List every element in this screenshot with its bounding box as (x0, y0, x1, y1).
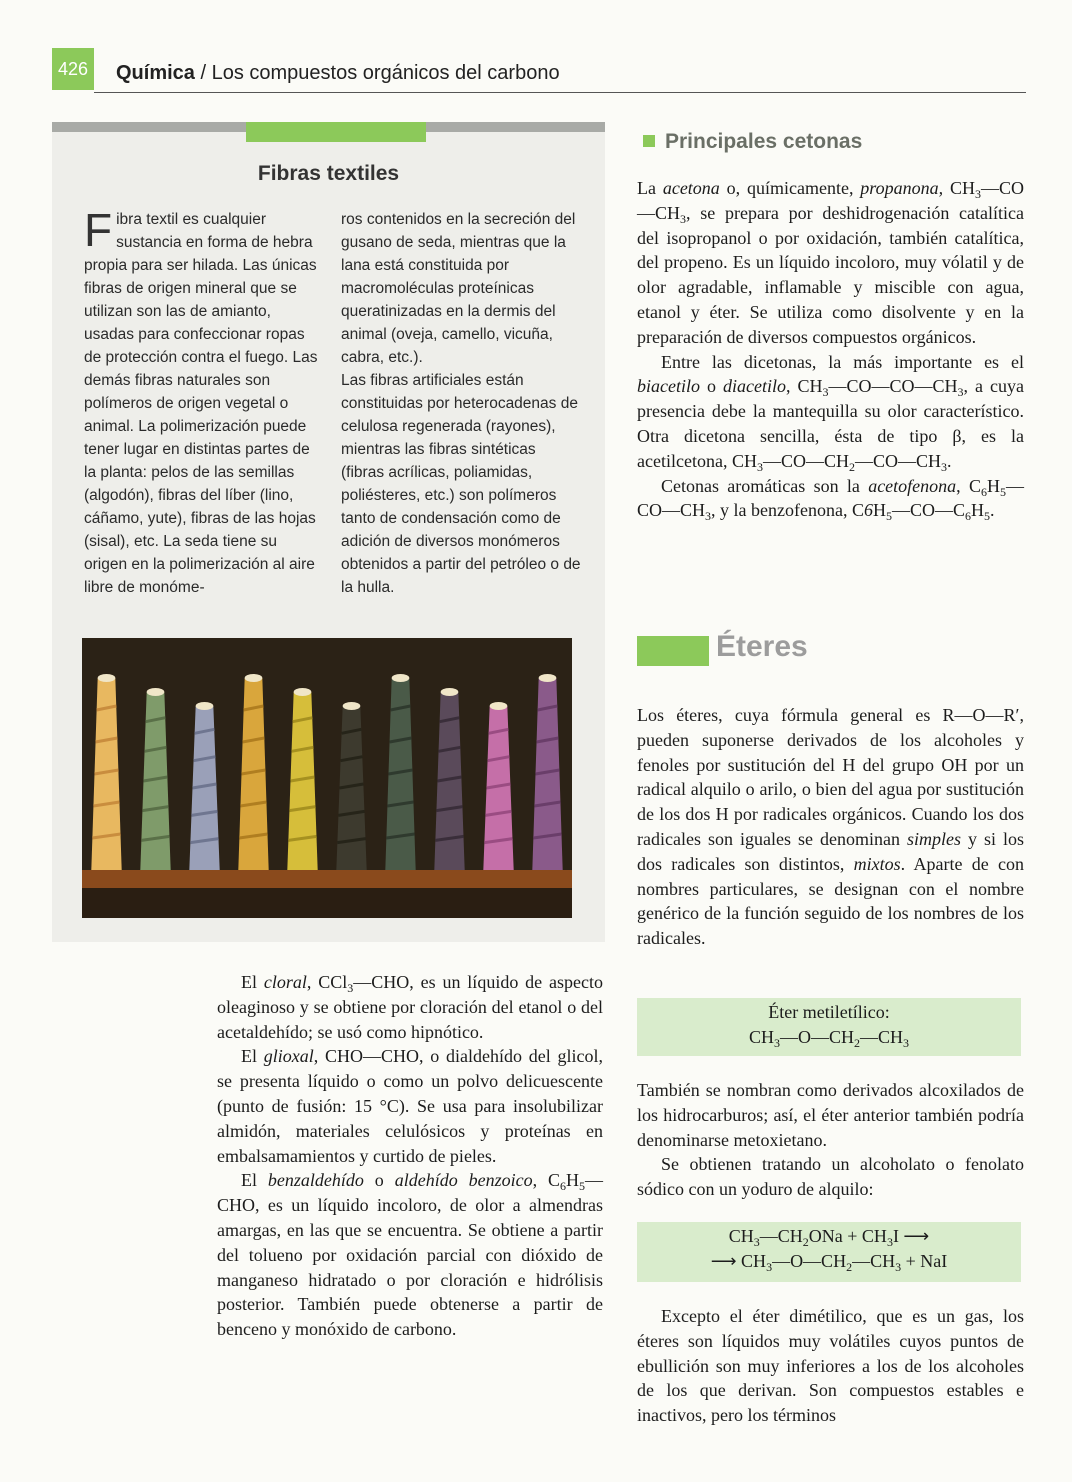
page-number: 426 (52, 48, 94, 90)
eteres-green-bar (637, 636, 709, 666)
header-rule (94, 92, 1026, 93)
box-title: Fibras textiles (257, 162, 400, 185)
heading-square-icon (643, 135, 655, 147)
drop-cap: F (84, 204, 113, 256)
fibras-textiles-box (52, 122, 605, 942)
spool-top (245, 674, 263, 682)
spool-top (343, 702, 361, 710)
eteres-intro-paragraph: Los éteres, cuya fórmula general es R—O—R′, pueden suponerse derivados de los alcoholes y fenoles por sustitución del H del grupo OH por un radical alquilo o arilo, o bien del agua por sustitución de los dos H por radicales orgánicos. Cuando los dos radicales son iguales se denominan simples y si los dos radicales son distintos, mixtos. Aparte de con nombres particulares, se designan con el nombre genérico de la función seguido de los nombres de los radicales. (637, 705, 1024, 949)
yarn-spools-photo (82, 638, 572, 918)
chapter-label: Los compuestos orgánicos del carbono (211, 62, 560, 84)
glioxal-paragraph: El glioxal, CHO—CHO, o dialdehído del glicol, se presenta líquido o como un polvo delicuescente (punto de fusión: 15 °C). Se usa para insolubilizar almidón, materiales celulósicos y proteínas en embalsamamientos y curtido de pieles. (217, 1046, 603, 1166)
reaction-line-1: $CH_3—CH_2ONa + CH_3I$ ⟶ (728, 1226, 930, 1249)
eteres-heading: Éteres (716, 630, 808, 663)
spool-top (98, 674, 116, 682)
box-col2-paragraph-2: Las fibras artificiales están constituidas por heterocadenas de celulosa regenerada (rayones), mientras las fibras sintéticas (fibras acrílicas, poliamidas, poliésteres, etc.) son polímeros tanto de condensación como de adición de diversos monómeros obtenidos a partir del petróleo o de la hulla. (341, 372, 581, 596)
box-col2-paragraph-1: ros contenidos en la secreción del gusano de seda, mientras que la lana está constituida por macromoléculas proteínicas queratinizadas en la dermis del animal (oveja, camello, vicuña, cabra, etc.). (341, 211, 576, 366)
eteres-text (637, 703, 1024, 951)
alcoxilados-paragraph: También se nombran como derivados alcoxilados de los hidrocarburos; así, el éter anterior también podría denominarse metoxietano. (637, 1080, 1024, 1150)
header-separator: / (194, 62, 212, 84)
box-col1-text: ibra textil es cualquier sustancia en forma de hebra propia para ser hilada. Las únicas fibras de origen mineral que se utilizan son las de amianto, usadas para confeccionar ropas de protección contra el fuego. Las demás fibras naturales son polímeros de origen vegetal o animal. La polimerización puede tener lugar en distintas partes de la planta: pelos de las semillas (algodón), fibras del líber (lino, cáñamo, yute), fibras de las hojas (sisal), etc. La seda tiene su origen en la polimerización al aire libre de monóme- (84, 211, 318, 596)
spool-top (392, 674, 410, 682)
box-column-2 (341, 208, 581, 599)
cetonas-heading-text: Principales cetonas (665, 130, 863, 153)
spool-top (441, 688, 459, 696)
eteres-text-3 (637, 1304, 1024, 1428)
reaction-line-2: ⟶ $CH_3—O—CH_2—CH_3$ + NaI (710, 1251, 948, 1274)
spool-top (196, 702, 214, 710)
spool-top (294, 688, 312, 696)
benzaldehido-paragraph: El benzaldehído o aldehído benzoico, $C_6H_5—CHO$, es un líquido incoloro, de olor a almendras amargas, en las que se encuentra. Se obtiene a partir del tolueno por oxidación parcial con dióxido de manganeso hidratado o por cloración e hidrólisis posterior. También puede obtenerse a partir de benceno y monóxido de carbono. (217, 1170, 604, 1340)
cloral-paragraph: El cloral, CCl$_3$—CHO, es un líquido de aspecto oleaginoso y se obtiene por cloración del etanol o del acetaldehído; se usó como hipnótico. (217, 972, 603, 1042)
reaction-box (637, 1222, 1021, 1282)
obtencion-paragraph: Se obtienen tratando un alcoholato o fenolato sódico con un yoduro de alquilo: (637, 1154, 1024, 1200)
box-column-1 (84, 204, 324, 599)
left-body-column (217, 970, 603, 1342)
eteres-text-2 (637, 1078, 1024, 1202)
box-green-tab (246, 122, 426, 142)
spool-top (539, 674, 557, 682)
running-header (116, 62, 560, 85)
cetonas-heading (643, 130, 862, 154)
spool-top (490, 702, 508, 710)
acetona-paragraph: La acetona o, químicamente, propanona, $CH_3—CO—CH_3$, se prepara por deshidrogenación catalítica del isopropanol o por oxidación, también catalítica, del propeno. Es un líquido incoloro, muy vólatil y de olor agradable, inflamable y miscible con agua, etanol y éter. Se utiliza como disolvente y en la preparación de diversos compuestos orgánicos. (637, 178, 1024, 347)
cetonas-text (637, 176, 1024, 523)
shelf-shadow (82, 888, 572, 918)
wooden-rail (82, 870, 572, 888)
eter-metiletilico-title: Éter metiletílico: (768, 1002, 890, 1022)
propiedades-paragraph: Excepto el éter dimétilico, que es un gas, los éteres son líquidos muy volátiles cuyos puntos de ebullición son muy inferiores a los de los alcoholes de los que derivan. Son compuestos estables e inactivos, pero los términos (637, 1306, 1024, 1426)
dicetonas-paragraph: Entre las dicetonas, la más importante es el biacetilo o diacetilo, $CH_3—CO—CO—CH_3$, a cuya presencia debe la mantequilla su olor característico. Otra dicetona sencilla, ésta de tipo β, es la acetilcetona, $CH_3—CO—CH_2—CO—CH_3$. (637, 351, 1024, 474)
cetonas-aromaticas-paragraph: Cetonas aromáticas son la acetofenona, $C_6H_5—CO—CH_3$, y la benzofenona, $C6H_5—CO—C_6H_5$. (637, 475, 1024, 524)
subject-label: Química (116, 62, 195, 84)
yarn-spools-illustration (82, 638, 572, 918)
spool-top (147, 688, 165, 696)
eter-metiletilico-box (637, 998, 1021, 1056)
eter-metiletilico-formula: $CH_3—O—CH_2—CH_3$ (748, 1027, 910, 1050)
